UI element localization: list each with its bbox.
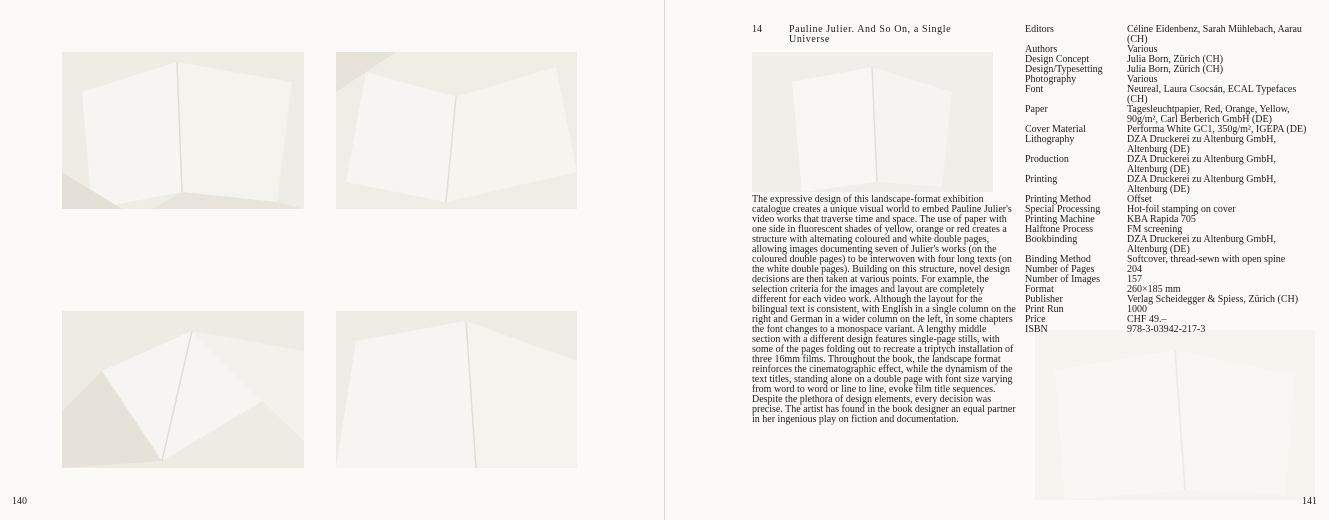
- spec-row: [1025, 295, 1315, 305]
- spec-value: Hot-foil stamping on cover: [1127, 204, 1236, 215]
- spec-value: Julia Born, Zürich (CH): [1127, 64, 1224, 75]
- spec-label: Paper: [1025, 104, 1048, 115]
- spec-label: Authors: [1025, 44, 1058, 55]
- spec-label: Binding Method: [1025, 254, 1091, 265]
- spec-value: Various: [1127, 74, 1158, 85]
- book-photo-2: [336, 52, 577, 209]
- spec-label: Printing Machine: [1025, 214, 1095, 225]
- spec-label: Photography: [1025, 74, 1077, 85]
- spec-value: 204: [1127, 264, 1142, 275]
- spec-value: CHF 49.–: [1127, 314, 1167, 325]
- spec-value: Softcover, thread-sewn with open spine: [1127, 254, 1286, 265]
- spec-value: Performa White GC1, 350g/m², IGEPA (DE): [1127, 124, 1307, 135]
- spec-label: Halftone Process: [1025, 224, 1094, 235]
- entry-title: Pauline Julier. And So On, a Single Universe: [789, 24, 952, 45]
- spec-label: Editors: [1025, 24, 1054, 35]
- spec-label: Production: [1025, 154, 1069, 165]
- spec-label: Number of Pages: [1025, 264, 1095, 275]
- spec-value: KBA Rapida 705: [1127, 214, 1196, 225]
- spec-label: Bookbinding: [1025, 234, 1078, 245]
- spec-row: [1025, 135, 1315, 155]
- spec-row: [1025, 325, 1315, 335]
- spec-label: Printing Method: [1025, 194, 1091, 205]
- spec-value: 157: [1127, 274, 1142, 285]
- spec-label: Number of Images: [1025, 274, 1100, 285]
- spec-value: DZA Druckerei zu Altenburg GmbH, Altenburg (DE): [1127, 154, 1276, 175]
- spec-value: 1000: [1127, 304, 1147, 315]
- spec-label: Format: [1025, 284, 1054, 295]
- body-text: The expressive design of this landscape-format exhibition catalogue creates a unique visual world to embed Pauline Julier's video works that traverse time and space. The use of paper with one side in fluorescent shades of yellow, orange or red creates a structure with alternating coloured and white double pages, allowing images documenting seven of Julier's works (on the coloured double pages) to be interwoven with four long texts (on the white double pages). Building on this structure, novel design decisions are then taken at various points. For example, the selection criteria for the images and layout are completely different for each video work. Although the layout for the bilingual text is consistent, with English in a single column on the right and German in a wider column on the left, in some chapters the font changes to a monospace variant. A lengthy middle section with a different design features single-page stills, with some of the pages folding out to recreate a triptych installation of three 16mm films. Throughout the book, the landscape format reinforces the cinematographic effect, while the dynamism of the text titles, standing alone on a double page with font size varying from word to word or line to line, evoke film title sequences. Despite the plethora of design elements, every decision was precise. The artist has found in the book designer an equal partner in her ingenious play on fiction and documentation.: [752, 194, 1016, 425]
- spec-row: [1025, 155, 1315, 175]
- book-photo-3: [62, 311, 304, 468]
- spec-value: Céline Eidenbenz, Sarah Mühlebach, Aarau (CH): [1127, 24, 1302, 45]
- spec-label: Cover Material: [1025, 124, 1086, 135]
- spec-value: DZA Druckerei zu Altenburg GmbH, Altenburg (DE): [1127, 234, 1276, 255]
- spec-value: FM screening: [1127, 224, 1183, 235]
- spec-value: Julia Born, Zürich (CH): [1127, 54, 1224, 65]
- spec-row: [1025, 25, 1315, 45]
- book-photo-right-top: [752, 52, 993, 192]
- spec-value: Offset: [1127, 194, 1152, 205]
- spec-label: Printing: [1025, 174, 1058, 185]
- spec-label: Print Run: [1025, 304, 1064, 315]
- specs-table: [1025, 25, 1315, 335]
- entry-number: 14: [752, 24, 762, 35]
- spec-value: 260×185 mm: [1127, 284, 1181, 295]
- spec-row: [1025, 85, 1315, 105]
- spec-label: Font: [1025, 84, 1044, 95]
- spec-value: Tagesleuchtpapier, Red, Orange, Yellow, 90g/m², Carl Berberich GmbH (DE): [1127, 104, 1290, 125]
- spec-label: Publisher: [1025, 294, 1063, 305]
- spec-row: [1025, 305, 1315, 315]
- spec-value: Various: [1127, 44, 1158, 55]
- spec-row: [1025, 175, 1315, 195]
- spec-value: DZA Druckerei zu Altenburg GmbH, Altenburg (DE): [1127, 174, 1276, 195]
- spec-value: Neureal, Laura Csocsán, ECAL Typefaces (CH): [1127, 84, 1297, 105]
- left-page: [0, 0, 664, 520]
- spec-label: Lithography: [1025, 134, 1075, 145]
- right-page: [665, 0, 1329, 520]
- book-photo-4: [336, 311, 577, 468]
- spec-value: 978-3-03942-217-3: [1127, 324, 1206, 335]
- spec-label: Design/Typesetting: [1025, 64, 1103, 75]
- spec-row: [1025, 105, 1315, 125]
- spec-label: Design Concept: [1025, 54, 1090, 65]
- book-photo-1: [62, 52, 304, 209]
- spec-label: Special Processing: [1025, 204, 1101, 215]
- spec-label: ISBN: [1025, 324, 1048, 335]
- book-photo-right-bottom: [1035, 330, 1315, 500]
- spec-value: Verlag Scheidegger & Spiess, Zürich (CH): [1127, 294, 1299, 305]
- spec-label: Price: [1025, 314, 1046, 325]
- page-number-left: 140: [12, 496, 27, 507]
- spec-row: [1025, 235, 1315, 255]
- spec-value: DZA Druckerei zu Altenburg GmbH, Altenburg (DE): [1127, 134, 1276, 155]
- page-number-right: 141: [1302, 496, 1317, 507]
